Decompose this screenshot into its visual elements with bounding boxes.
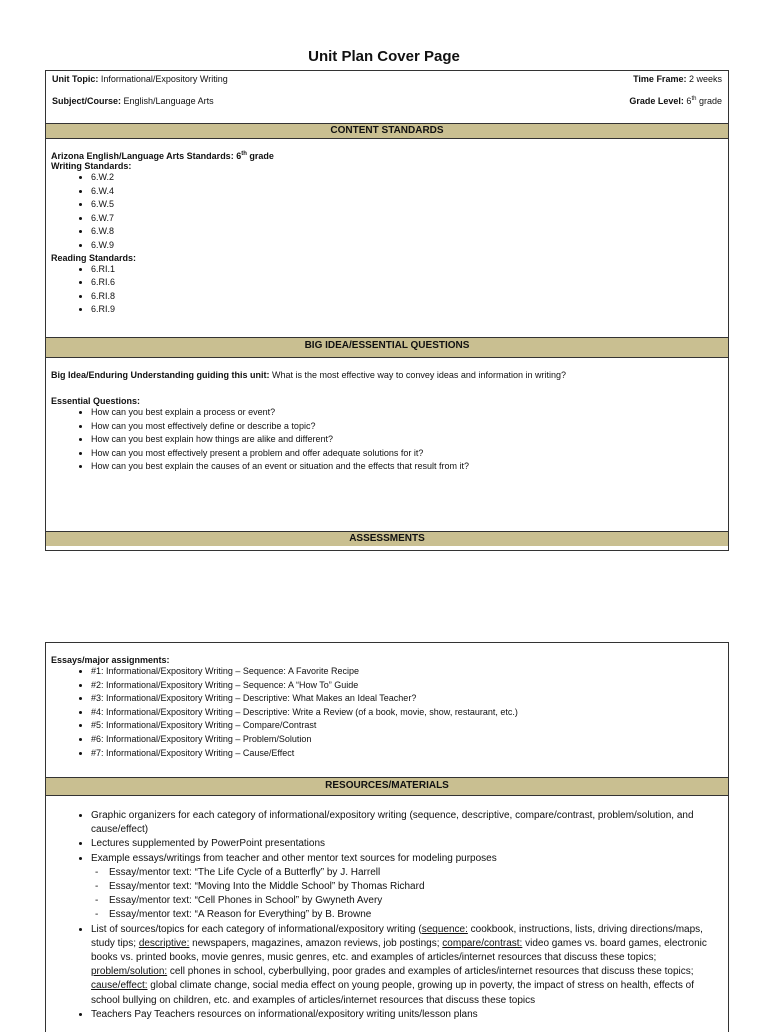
list-item: • 6.W.8 (91, 225, 723, 239)
unit-plan-table (45, 70, 729, 551)
essential-questions-list (51, 406, 723, 474)
unit-topic-value: Informational/Expository Writing (100, 74, 228, 84)
az-standards-heading: Arizona English/Language Arts Standards: 6th grade (51, 151, 274, 161)
assignments-label: Essays/major assignments: (51, 655, 170, 665)
reading-standards-label: Reading Standards: (51, 252, 137, 263)
mentor-text-item: - Essay/mentor text: “A Reason for Everything” by B. Browne (109, 908, 717, 922)
big-idea-body (46, 358, 728, 531)
time-frame-label: Time Frame: (633, 74, 687, 84)
time-frame-value: 2 weeks (688, 74, 722, 84)
list-item: • List of sources/topics for each category of informational/expository writing (sequence: cookbook, instructions, lists, driving directions/maps, study tips; descriptive: newspapers, magazines, amazon reviews, job postings; compare/contrast: video games vs. board games, electronic books vs. printed books, movie genres, music genres, etc. and examples of articles/internet resources that discuss these topics; problem/solution: cell phones in school, cyberbullying, poor grades and examples of articles/internet resources that discuss these topics; cause/effect: global climate change, social media effect on young people, growing up in poverty, the impact of stress on health, effects of school bullying on children, etc. and examples of articles/internet resources that discuss these topics (91, 923, 717, 1008)
writing-standards-list (51, 171, 723, 253)
list-item: • How can you most effectively present a problem and offer adequate solutions for it? (91, 447, 723, 461)
content-standards-body (46, 139, 728, 337)
list-item: • 6.W.9 (91, 239, 723, 253)
resources-list (51, 809, 723, 1022)
subject-label: Subject/Course: (52, 96, 122, 106)
list-item: • #2: Informational/Expository Writing – Sequence: A “How To” Guide (91, 679, 723, 693)
resources-header: RESOURCES/MATERIALS (46, 777, 728, 796)
page-title: Unit Plan Cover Page (308, 48, 460, 65)
essential-questions-label: Essential Questions: (51, 396, 141, 406)
big-idea-header: BIG IDEA/ESSENTIAL QUESTIONS (46, 337, 728, 358)
list-item: • #5: Informational/Expository Writing – Compare/Contrast (91, 719, 723, 733)
list-item: • 6.RI.9 (91, 303, 723, 317)
list-item: • 6.W.5 (91, 198, 723, 212)
list-item: • How can you best explain a process or event? (91, 406, 723, 420)
list-item: • 6.RI.6 (91, 276, 723, 290)
list-item: • Teachers Pay Teachers resources on informational/expository writing units/lesson plans (91, 1008, 717, 1022)
resources-body (46, 796, 728, 1022)
assessments-body (46, 643, 728, 777)
assessments-header: ASSESSMENTS (46, 531, 728, 546)
list-item: • 6.W.7 (91, 212, 723, 226)
list-item: • Example essays/writings from teacher and other mentor text sources for modeling purposes - Essay/mentor text: “The Life Cycle of a Butterfly” by J. Harrell - Essay/mentor text: “Moving Into the Middle School” by Thomas Richard - Essay/mentor text: “Cell Phones in School” by Gwyneth Avery - Essay/mentor text: “A Reason for Everything” by B. Browne (91, 852, 717, 923)
grade-label: Grade Level: (629, 96, 684, 106)
grade-sup: th (691, 96, 697, 102)
list-item: • How can you most effectively define or describe a topic? (91, 420, 723, 434)
subject-value: English/Language Arts (123, 96, 214, 106)
big-idea-statement: Big Idea/Enduring Understanding guiding this unit: What is the most effective way to convey ideas and information in writing? (51, 370, 566, 380)
list-item: • #7: Informational/Expository Writing – Cause/Effect (91, 747, 723, 761)
reading-standards-list (51, 263, 723, 317)
list-item: • Lectures supplemented by PowerPoint presentations (91, 837, 717, 851)
assessments-table (45, 642, 729, 1032)
list-item: • #6: Informational/Expository Writing – Problem/Solution (91, 733, 723, 747)
mentor-texts-list (91, 866, 717, 923)
list-item: • How can you best explain how things are alike and different? (91, 433, 723, 447)
mentor-text-item: - Essay/mentor text: “The Life Cycle of a Butterfly” by J. Harrell (109, 866, 717, 880)
assignments-list (51, 665, 723, 760)
mentor-text-item: - Essay/mentor text: “Moving Into the Middle School” by Thomas Richard (109, 880, 717, 894)
content-standards-header: CONTENT STANDARDS (46, 123, 728, 139)
grade-word: grade (698, 96, 722, 106)
list-item: • 6.RI.8 (91, 290, 723, 304)
list-item: • #4: Informational/Expository Writing – Descriptive: Write a Review (of a book, movie, show, restaurant, etc.) (91, 706, 723, 720)
grade-num: 6 (686, 96, 692, 106)
list-item: • 6.W.4 (91, 185, 723, 199)
unit-topic-row (46, 74, 728, 84)
list-item: • #1: Informational/Expository Writing – Sequence: A Favorite Recipe (91, 665, 723, 679)
list-item: • 6.RI.1 (91, 263, 723, 277)
list-item: • #3: Informational/Expository Writing – Descriptive: What Makes an Ideal Teacher? (91, 692, 723, 706)
list-item: • How can you best explain the causes of an event or situation and the effects that result from it? (91, 460, 723, 474)
list-item: • 6.W.2 (91, 171, 723, 185)
list-item: • Graphic organizers for each category of informational/expository writing (sequence, descriptive, compare/contrast, problem/solution, and cause/effect) (91, 809, 717, 837)
subject-row (46, 96, 728, 123)
mentor-text-item: - Essay/mentor text: “Cell Phones in School” by Gwyneth Avery (109, 894, 717, 908)
writing-standards-label: Writing Standards: (51, 161, 132, 171)
unit-topic-label: Unit Topic: (52, 74, 99, 84)
